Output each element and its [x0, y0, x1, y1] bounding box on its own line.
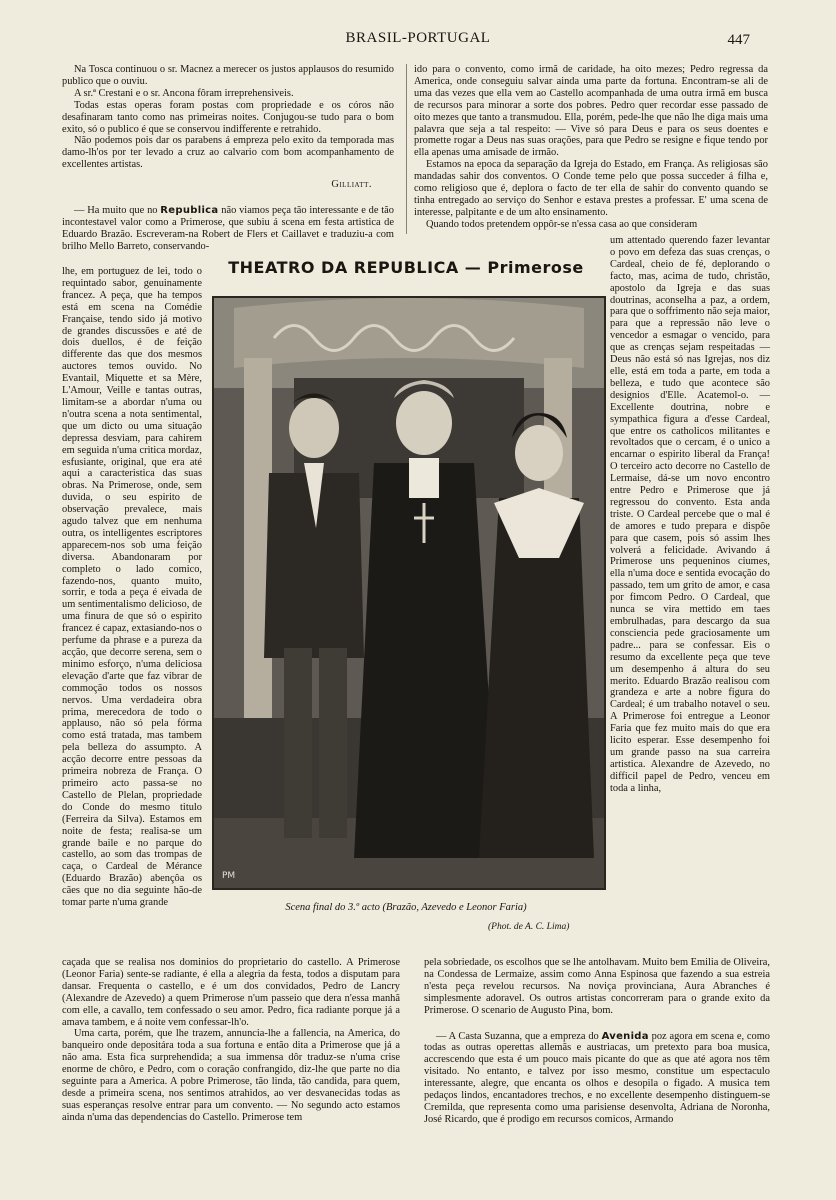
opera-review [62, 64, 394, 253]
review-right-top [414, 64, 768, 231]
stage-photograph [212, 296, 606, 890]
photo-credit: (Phot. de A. C. Lima) [488, 922, 570, 932]
paragraph: Não podemos pois dar os parabens á empreza pelo exito da temporada mas damo-lh'os por ter levado a cruz ao calvario com bom acompanhamento de excellentes artistas. [62, 135, 394, 171]
paragraph: caçada que se realisa nos dominios do proprietario do castello. A Primerose (Leonor Faria) sente-se radiante, é ella a alegria da festa, todos a disputam para dansar. Frequenta o castello, e é um dos convidados, Pedro de Lancry (Alexandre de Azevedo) a quem Primerose n'um passeio que dera n'essa manhã com elle, a cavallo, tem confessado o seu amor. Pedro, fica radiante porque já a amava tambem, e á noite vem confessar-lh'o. [62, 957, 400, 1028]
paragraph: Todas estas operas foram postas com propriedade e os córos não desafinaram tanto como nas primeiras noites. Conjugou-se tudo para o bom exito, só o publico é que se conservou indifferente e retrahido. [62, 99, 394, 135]
review-bottom-right [424, 957, 770, 1126]
paragraph: pela sobriedade, os escolhos que se lhe antolhavam. Muito bem Emilia de Oliveira, na Condessa de Lermaize, assim como Anna Espinosa que fazendo a sua estreia n'esta peça revelou recursos. Na noviça provinciana, Aura Abranches é simplesmente adoravel. Os outros artistas concorreram para o grande exito da Primerose. O scenario de Augusto Pina, bom. [424, 957, 770, 1016]
svg-text:PM: PM [222, 871, 236, 881]
review-right-narrow [610, 235, 770, 795]
paragraph: A sr.ª Crestani e o sr. Ancona fôram irreprehensiveis. [74, 87, 294, 99]
paragraph: Uma carta, porém, que lhe trazem, annuncia-lhe a fallencia, na America, do banqueiro onde depositára toda a sua fortuna e então dita a Primerose que já a não ama. Esta fica surprehendida; a sua immensa dôr traduz-se n'uma crise enorme de chôro, e Pedro, com o coração confrangido, diz-lhe que parte no dia seguinte para a America. A pobre Primerose, tão linda, tão candida, para quem, desde a primeira scena, nos sentimos atrahidos, ao ver desvanecidas todas as suas esperanças resolve entrar para um convento. — No segundo acto estamos ainda n'uma das dependencias do Castello. Primerose tem [62, 1028, 400, 1123]
author-signature: Gilliatt. [331, 179, 372, 191]
republica-intro: — Ha muito que no Republica não viamos peça tão interessante e de tão incontestavel valor como a Primerose, que subiu á scena em festa artistica de Eduardo Brazão. Escreveram-na Robert de Flers et Caillavet e traduziu-a com brilho Mello Barreto, conservando- [62, 205, 394, 252]
review-bottom-left [62, 957, 400, 1124]
page-number: 447 [727, 32, 750, 48]
theatre-name: Avenida [601, 1030, 649, 1042]
review-left-narrow [62, 266, 202, 909]
magazine-title: BRASIL-PORTUGAL [345, 30, 491, 46]
photo-caption: Scena final do 3.º acto (Brazão, Azevedo e Leonor Faria) [285, 902, 527, 913]
paragraph: Estamos na epoca da separação da Igreja do Estado, em França. As religiosas são mandadas sahir dos conventos. O Conde teme pelo que possa succeder á filha e, como religioso que é, deplora o facto de ter ella de sahir do convento quando se tinha entregado ao serviço do Senhor e estava prestes a professar. E' uma scena de interesse, palpitante e de um alto ensinamento. [414, 159, 768, 218]
paragraph: ido para o convento, como irmã de caridade, ha oito mezes; Pedro regressa da America, onde conseguiu salvar ainda uma parte da fortuna. Encontram-se ali de uma das vezes que ella vem ao Castello acompanhada de uma outra irmã em busca de recursos para minorar a sorte dos pobres. Pedro quer recordar esse passado de oito mezes que tanto a transmudou. Ella, porém, pede-lhe que não lhe diga mais uma palavra que seja a tal respeito: — Vive só para Deus e para os seus doentes e promette rogar a Deus nas suas orações, para que Pedro se resigne e fique tendo por ella apenas uma amisade de irmão. [414, 64, 768, 159]
column-divider [406, 64, 407, 234]
paragraph: lhe, em portuguez de lei, todo o requintado sabor, genuinamente francez. A peça, que ha tempos está em scena na Comédie Française, tendo sido já motivo de grandes discussões e até de dois duellos, é de feição differente das que dos mesmos auctores temos ouvido. No Evantail, Miquette et sa Mère, L'Amour, Veille e tantas outras, limitam-se a abordar n'uma ou n'outra scena a nota sentimental, que um dicto ou uma situação depressa desviam, para cahirem em seguida n'uma critica mordaz, esfusiante, original, que era até aqui a caracteristica das suas obras. Na Primerose, onde, sem duvida, o seu espirito de observação prevalece, mais agudo talvez que em nenhuma outra, os intelligentes escriptores apparecem-nos sob uma feição diversa. Abandonaram por completo o lado comico, fazendo-nos, quanto muito, sorrir, e toda a peça é eivada de um sentimentalismo delicioso, de uma finura de que só o espirito francez é capaz, extasiando-nos o perfume da phrase e a pureza da acção, que decorre serena, sem o minimo esforço, n'uma deliciosa elevação d'arte que faz vibrar de commoção todos os nossos nervos. Uma verdadeira obra prima, merecedora de todo o applauso, não só pela fórma como está tratada, mas tambem pela belleza do assumpto. A acção decorre entre pessoas da primeira nobreza de França. O primeiro acto passa-se no Castello de Plelan, propriedade do Conde do mesmo titulo (Ferreira da Silva). Estamos em noite de festa; realisa-se um grande baile e no parque do castello, ao som das trompas de caça, o Cardeal de Mérance (Eduardo Brazão) abençôa os cães que no dia seguinte hão-de tomar parte n'uma grande [62, 266, 202, 909]
section-banner: THEATRO DA REPUBLICA — Primerose [228, 258, 584, 277]
paragraph: Quando todos pretendem oppôr-se n'essa casa ao que consideram [426, 218, 698, 230]
paragraph: Na Tosca continuou o sr. Macnez a merecer os justos applausos do resumido publico que o ouviu. [62, 64, 394, 87]
theatre-name: Republica [160, 205, 219, 217]
avenida-review: — A Casta Suzanna, que a empreza do Avenida poz agora em scena e, como todas as outras operettas allemãs e austriacas, um pretexto para boa musica, accrescendo que esta é um pouco mais picante do que as que até agora nos têm visitado. No entanto, e talvez por isso mesmo, constitue um espectaculo interessante, alegre, que encanta os olhos e desopila o figado. A musica tem pedaços lindos, encantadores trechos, e no excellente desempenho distinguem-se Cremilda, que representa como uma parisiense desenvolta, Adriana de Noronha, José Ricardo, que é prodigo em recursos comicos, Armando [424, 1030, 770, 1125]
photo-illustration [214, 298, 604, 888]
paragraph: um attentado querendo fazer levantar o povo em defeza das suas crenças, o Cardeal, cheio de fé, deplorando o facto, mas, acima de tudo, christão, apostolo da Igreja e das suas doutrinas, aconselha a paz, a ordem, para que o soffrimento não seja maior, para que a repressão não leve o vencedor a esmagar o vencido, para que as crenças sejam respeitadas — Deus não está só nas Igrejas, nos diz elle, está em toda a parte, em toda a belleza, e tudo que acontece são designios d'Elle. Acatemol-o. — Excellente doutrina, nobre e sympathica figura a d'esse Cardeal, que entre os catholicos militantes e revoltados que o cercam, é o unico a encarnar o espirito liberal da França! O terceiro acto decorre no Castello de Lermaise, dá-se um novo encontro entre Pedro e Primerose que já regressou do convento. Esta anda triste. O Cardeal percebe que o mal é de amores e tudo prepara e dispõe para que casem, pois só assim lhes volverá a felicidade. Avivando á Primerose uns pequeninos ciumes, ella n'uma doce e sentida evocação do passado, tem um grito de amor, e casa por fimcom Pedro. O Cardeal, que nunca se vira mettido em taes embrulhadas, para descargo da sua consciencia pede graciosamente um padre... para se confessar. Eis o resumo da excellente peça que teve um desempenho á altura do seu merito. Eduardo Brazão realisou com grandeza e arte a nobre figura do Cardeal; é um trabalho notavel o seu. A Primerose foi entregue a Leonor Faria que fez muito mais do que era licito esperar. Esse desempenho foi um grande passo na sua carreira artistica. Alexandre de Azevedo, no difficil papel de Pedro, venceu em toda a linha, [610, 235, 770, 794]
